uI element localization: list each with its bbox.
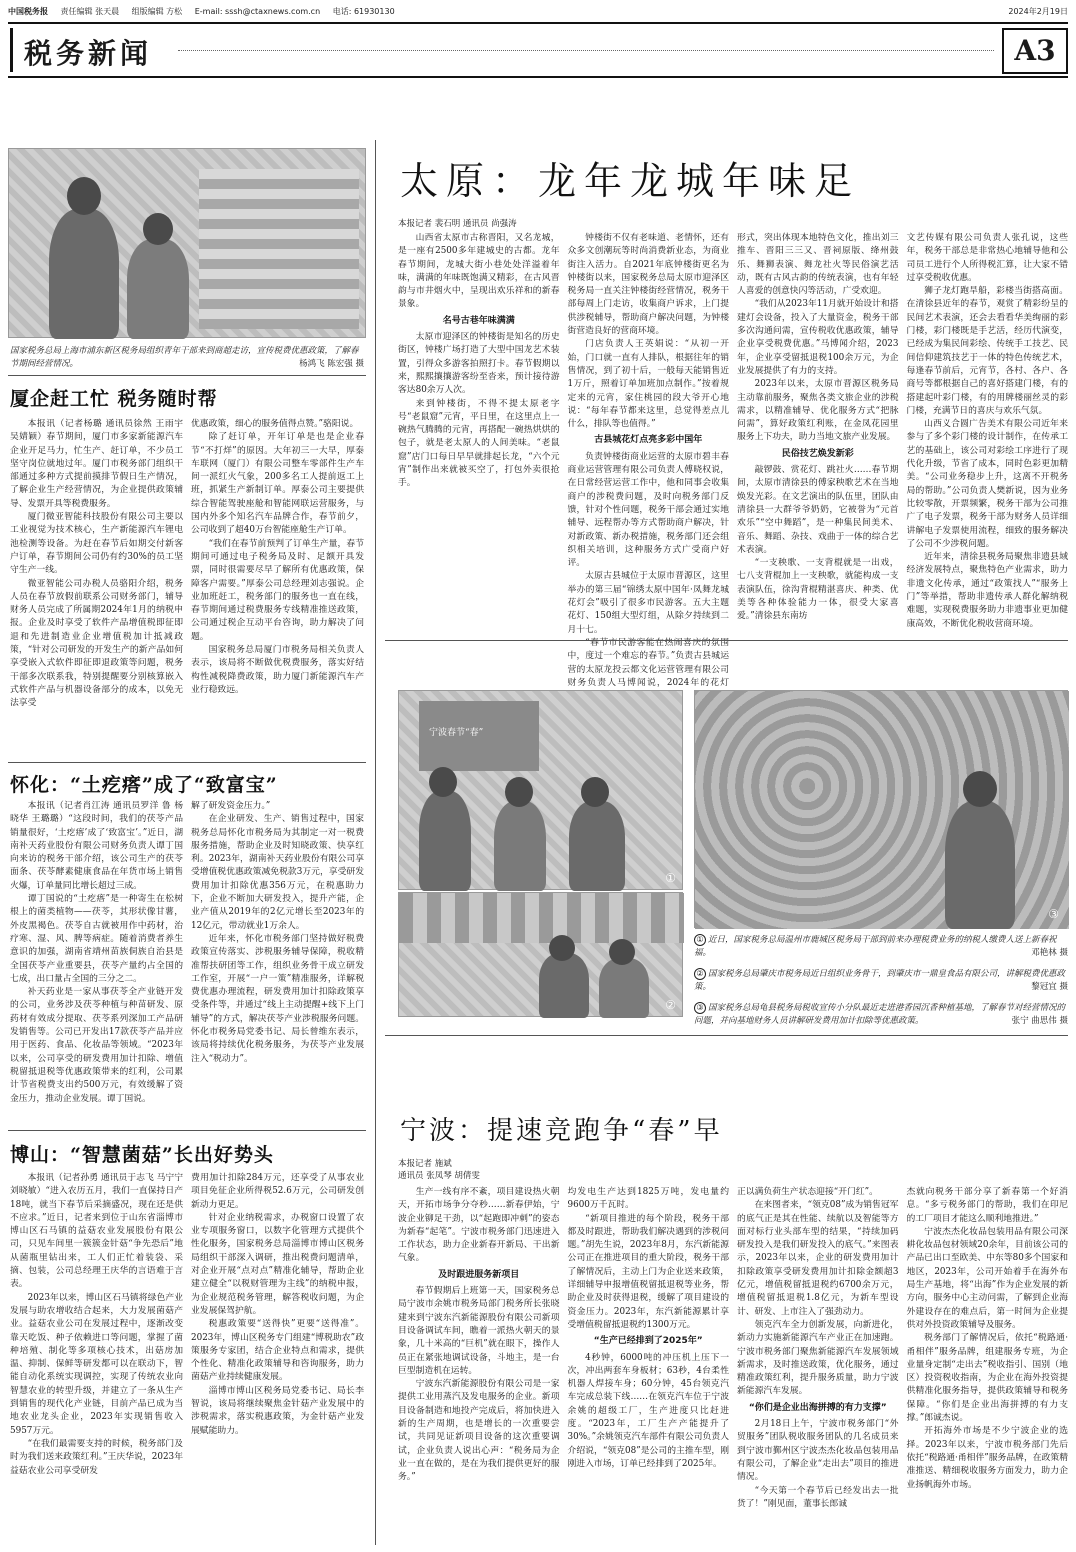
- huaihua-col-2: 解了研发资金压力。” 在企业研发、生产、销售过程中，国家税务总局怀化市税务局为其制定一对一税费服务措施，帮助企业及时知晓政策、快享红利。2023年，湖南补天药业股份有限公司享受增值税优惠政策减免税款3万元，享受研发费用加计扣除优惠356万元，在税惠助力下，企业不断加大研发投入，提升产能，企业产值从2019年的2亿元增长至2023年的12亿元，带动就业1万余人。 近年来，怀化市税务部门坚持做好税费政策宣传落实、涉税服务辅导保障，税收精准帮扶研团等工作，组织业务骨干成立研发工作室，开展“一户一策”精准服务，详解税费优惠办理流程，研发费用加计扣除政策享受条件等，并通过“线上主动提醒+线下上门辅导”的方式，解决茯苓产业涉税服务问题。怀化市税务局党委书记、局长曾维东表示，该局将持续优化税务服务，为茯苓产业发展注入“税动力”。: [191, 801, 364, 1064]
- ningbo-quote-2: “你们是企业出海拼搏的有力支撑”: [748, 1402, 887, 1413]
- boshan-col-1: 本报讯（记者孙勇 通讯员于志飞 马宁宁 刘晓敏）“进入农历五月，我们一直保持日产18吨，就当下春节后采摘盛况，现在还是供不应求。”近日，记者来到位于山东省淄博市博山区石马镇的益菇农业发展股份有限公司，只见车间里一簇簇金针菇“争先恐后”地从菌瓶里钻出来，工人们正忙着装袋、采摘、包装，公司总经理王庆华的言语难于言表。 2023年以来，博山区石马镇将绿色产业发展与助农增收结合起来，大力发展菌菇产业。益菇农业公司在发展过程中，逐渐改变靠天吃饭、种子依赖进口等问题，掌握了菌种培殖、制化等多项核心技术，出菇房加温、抑制、保鲜等研发都可以在联动下，智能自动化系统实现调控，实现了传统农业向智慧农业的转型升级，并建立了一条从生产到销售的现代化产业链，目前产品已成为当地农业龙头企业，2023年实现销售收入5957万元。 “在我们最需要支持的时候，税务部门及时为我们送来政策红利。”王庆华说，2023年益菇农业公司享受研发: [10, 1173, 183, 1476]
- divider: [385, 640, 1068, 641]
- taiyuan-col-1: 山西省太原市古称晋阳，又名龙城，是一座有2500多年建城史的古都。龙年春节期间，龙城大街小巷处处洋溢着年味，满满的年味既饱满又精彩，在古风晋韵与市井烟火中，呈现出欢乐祥和的新春景象。 名号古巷年味满满 太原市迎泽区的钟楼街是知名的历史街区，钟楼广场打造了大型中国龙艺术装置，引得众多游客拍照打卡。春节假期以来，熙熙攘攘游客纷至沓来，预计接待游客达80余万人次。 来到钟楼街，不得不提太原老字号“老鼠窟”元宵，平日里，在这里点上一碗热气腾腾的元宵，再搭配一碗热烘烘的包子，就是老太原人的人间美味。“老鼠窟”店门口每日早早就排起长龙，“六个元宵”制作出来就被买空了，打包外卖很抢手。: [398, 233, 560, 489]
- mid-caption-1: ① 近日，国家税务总局温州市鹿城区税务局干部到前来办理税费业务的纳税人缴费人送上新春祝福。 邓艳林 摄: [694, 935, 1068, 958]
- taiyuan-headline: 太原：龙年龙城年味足: [400, 159, 861, 203]
- top-info-bar: [8, 4, 1068, 18]
- ningbo-col-3: 正以满负荷生产状态迎接“开门红”。 在来图者来，“领克08”成为销售冠军的底气正是其在性能、续航以及智能等方面对标行业头部车型的结果，“持续加码研发投入是我们研发投入的底气。”来图表示，2023年以来，企业的研发费用加计扣除政策享受研发费用加计扣除金额超3亿元，增值税留抵退税约6700余万元，增值税留抵退税1.8亿元，为新车型设计、研发、上市注入了强劲动力。 领克汽车全力创新发展，向新进化，新动力实施新能源汽车产业正在加速跑。宁波市税务部门聚焦新能源汽车发展领域新需求，及时推送政策，优化服务，通过精准政策红利，提升服务质量，助力宁波新能源汽车发展。 “你们是企业出海拼搏的有力支撑” 2月18日上午，宁波市税务部门“外贸服务”团队税收服务团队的几名成员来到宁波市鄞州区宁波杰杰化妆品包装用品有限公司，了解企业“走出去”项目的推进情况。 “今天第一个春节后已经发出去一批货了！”刚见面，董事长郎诚: [737, 1187, 899, 1509]
- photo-3-number: ③: [1048, 907, 1059, 921]
- agarwood-photo: [694, 690, 1068, 928]
- huaihua-col-1: 本报讯（记者肖江涛 通讯员罗洋 鲁 杨晓华 王璐璐）“这段时间，我们的茯苓产品销量很好，‘土疙瘩’成了‘致富宝’。”近日，湖南补天药业股份有限公司财务负责人谭丁国向来访的税务干部介绍，该公司生产的茯苓面条、茯苓酵素健康食品在年货市场上销售火爆，订单量同比增长超过三成。 谭丁国说的“土疙瘩”是一种寄生在松树根上的菌类植物——茯苓，其形状像甘薯，外皮黑褐色。茯苓自古就被用作中药材，治疗寒、湿、风、脾等病症。随着消费者养生意识的加强，湖南省靖州苗族侗族自治县是全国茯苓产业重要县，茯苓产量约占全国的七成，出口量占全国的三分之二。 补天药业是一家从事茯苓全产业链开发的公司，业务涉及茯苓种植与种苗研发、原药材有效成分提取、茯苓系列深加工产品研发销售等。公司已开发出17款茯苓产品并应用于医药、食品、化妆品等领域。“2023年以来，公司享受的研发费用加计扣除、增值税留抵退税等优惠政策带来的红利，公司累计节省税费支出约500万元，有效缓解了资金压力，推动企业发展。谭丁国说。: [10, 801, 183, 1104]
- mid-caption-3: ③ 国家税务总局龟县税务局税收宣传小分队最近走进港香园沉香种植基地，了解春节对经营情况的问题，并向基地财务人员讲解研发费用加计扣除等优惠政策。 张宁 曲思伟 摄: [694, 1003, 1068, 1026]
- taiyuan-subhead-1: 名号古巷年味满满: [442, 315, 515, 326]
- paper-name: 中国税务报: [8, 7, 48, 16]
- ningbo-quote-1: “生产已经排到了2025年”: [593, 1336, 703, 1347]
- xiamen-col-2: 优惠政策，细心的服务值得点赞。”骆阳说。 除了赶订单，开年订单是也是企业春节“不打烊”的原因。大年初三一大早，厚泰车联网（厦门）有限公司整车零部件生产车间一派红火气象，200多名工人提前返工上班，抓紧生产新制订单。厚泰公司主要提供综合智能驾驶座舱和智能网联运营服务，与国内外多个知名汽车品牌合作，春节前夕，公司收到了超40万台智能座舱生产订单。 “我们在春节前预判了订单生产量，春节期间可通过电子税务局及时、足额开具发票，同时很需要尽早了解所有优惠政策，保障客户需要。”厚泰公司总经理刘志强说。企业加班赶工，税务部门的服务也一直在线，春节期间通过税费服务专线精准推送政策，公司通过税企互动平台咨询，助力解决了问题。 国家税务总局厦门市税务局相关负责人表示，该局将不断做优税费服务，落实好结构性减税降费政策，助力厦门新能源汽车产业行稳致远。: [191, 419, 364, 695]
- wenzhou-photo: [398, 690, 683, 890]
- xiamen-headline: 厦企赶工忙 税务随时帮: [10, 388, 218, 410]
- shanghai-photo-caption: 国家税务总局上海市浦东新区税务局组织青年干部来到商超走访，宣传税费优惠政策，了解春节期间经营情况。 杨鸿飞 陈宏强 摄: [10, 346, 364, 369]
- chief-editor: 责任编辑 张天晨: [60, 7, 120, 16]
- taiyuan-col-3: 形式，突出体现本地特色文化，推出刘三推车、晋阳三三又、晋祠原版、绛州鼓乐、舞狮表演、舞龙社火等民俗演艺活动，既有古风古韵的传统表演，也有年轻人喜爱的创意快闪等活动，广受欢迎。 “我们从2023年11月就开始设计和搭建灯会设备，投入了大量资金，税务干部多次沟通问需，宣传税收优惠政策，辅导企业享受税费优惠。”马博闻介绍，2023年，企业享受留抵退税100余万元，为企业发展提供了有力的支持。 2023年以来，太原市晋源区税务局主动靠前服务，聚焦各类文旅企业的涉税需求，以精准辅导、优化服务方式“把脉问需”，算好政策红利账，在金凤花园里服务上下功夫，助力当地文旅产业发展。 民俗技艺焕发新彩 敲锣鼓、赏花灯、跳社火……春节期间，太原市清徐县的傅家秧歌艺术在当地焕发光彩。在文艺演出的队伍里，团队由清徐县一大群爷爷奶奶，它被誉为“元首欢乐”“空中舞蹈”，是一种集民间美术、音乐、舞蹈、杂技、戏曲于一体的综合艺术表演。 “一支秧歌、一支背棍就是一出戏，七八支背棍加上一支秧歌，就能构成一支表演队伍，徐沟背棍精湛喜庆、种类、优美等各种体验能力一体，很受大家喜爱。”清徐县东南坊: [737, 233, 899, 622]
- shanghai-photo-credit: 杨鸿飞 陈宏强 摄: [299, 359, 364, 369]
- boshan-headline: 博山：“智慧菌菇”长出好势头: [10, 1144, 274, 1166]
- layout-editor: 组版编辑 方松: [131, 7, 183, 16]
- ningbo-article: [398, 1186, 1068, 1544]
- divider: [385, 1035, 1068, 1036]
- issue-date: 2024年2月19日: [1008, 7, 1068, 16]
- ningbo-headline: 宁波：提速竞跑争“春”早: [400, 1116, 723, 1146]
- divider: [8, 762, 366, 763]
- taiyuan-subhead-2: 古县城花灯点亮多彩中国年: [594, 435, 703, 446]
- phone: 电话: 61930130: [332, 7, 395, 16]
- ningbo-col-2: 均发电生产达到1825万吨，发电量约9600万千瓦时。 “新项目推进的每个阶段，税务干部都及时跟进，帮助我们解决遇到的涉税问题。”胡先生说，2023年8月，东汽新能源公司正在推进项目的重大阶段，税务干部了解情况后，主动上门为企业送来政策，详细辅导申报增值税留抵退税等业务，帮助企业及时获得退税，缓解了项目建设的资金压力。2023年，东汽新能源累计享受增值税留抵退税约1300万元。 “生产已经排到了2025年” 4秒钟，6000吨的冲压机上压下一次，冲出两套车身板材；63秒，4台柔性机器人焊接车身；60分钟，45台领克汽车完成总装下线……在领克汽车位于宁波余姚的超级工厂，生产进度只比赶进度。“2023年，工厂生产产能提升了30%。”余姚领克汽车部件有限公司负责人介绍说，“领克08”是公司的主推车型，刚刚进入市场，订单已经排到了2025年。: [567, 1187, 729, 1469]
- taiyuan-byline: 本报记者 裴石明 通讯员 尚强涛: [398, 219, 517, 229]
- divider: [8, 375, 366, 376]
- taiyuan-col-2: 钟楼街不仅有老味道、老情怀，还有众多文创潮玩等时尚消费新业态，为商业街注入活力。自2021年底钟楼街更名为钟楼街以来，国家税务总局太原市迎泽区税务局一直关注钟楼街经营情况，税务干部每周上门走访，收集商户诉求，上门提供涉税辅导，帮助商户解决问题，为钟楼街营造良好的营商环境。 门店负责人王英娟说：“从初一开始，门口就一直有人排队，根据往年的销售情况，到了初十后，一般每天能销售近1万斤，照着订单加班加点制作。”按着规定来的元宵，家住桃园的段大爷开心地说：“每年春节都来这里，总觉得差点儿什么，排队等也值得。” 古县城花灯点亮多彩中国年 负责钟楼街商业运营的太原市碧丰春商业运营管理有限公司负责人傅晓权说，在日常经营运营工作中，他和同事会收集商户的涉税费问题，及时向税务部门反馈，针对个性问题，税务干部会通过实地辅导、远程帮办等方式帮助商户解决，针对新政策、新办税措施，税务部门还会组织相关培训，这种服务方式广受商户好评。 太原古县城位于太原市晋源区，这里举办的第三届“锦绣太原中国年·凤舞龙城花灯会”吸引了很多市民游客。五大主题花灯、150组大型灯组，从除夕持续到二月十七。 “春节市民游客能在热闹喜庆的氛围中，度过一个难忘的春节。”负责古县城运营的太原龙投云都文化运营管理有限公司财务负责人马博闻说，2024年的花灯: [567, 233, 729, 688]
- boshan-col-2: 费用加计扣除284万元，还享受了从事农业项目免征企业所得税52.6万元，公司研发创新动力更足。 针对企业纳税需求，办税窗口设置了农业专项服务窗口，以数字化管理方式提供个性化服务，国家税务总局淄博市博山区税务局组织干部深入调研，推出税费问题清单，对企业开展“点对点”精准化辅导，帮助企业建立健全“以税财管理为主线”的纳税申报，为企业规范税务管理，解答税收问题，为企业发展保驾护航。 税惠政策要“送得快”更要“送得准”。2023年，博山区税务专门组建“博税助农”政策服务专家团，结合企业特点和需求，提供个性化、精准化政策辅导和咨询服务，助力菌菇产业持续健康发展。 淄博市博山区税务局党委书记、局长李智说，该局将继续聚焦金针菇产业发展中的涉税需求，落实税惠政策，为金针菇产业发展赋能助力。: [191, 1173, 364, 1436]
- email: E-mail: sssh@ctaxnews.com.cn: [194, 7, 321, 16]
- taiyuan-col-4: 文艺传媒有限公司负责人张孔说，这些年，税务干部总是非常热心地辅导他和公司员工进行个人所得税汇算，让大家不错过享受税收优惠。 狮子龙灯跑旱船，彩楼当街搭高面。在清徐县近年的春节，观赏了精彩纷呈的民间艺术表演，还会去看看华美绚丽的彩门楼，彩门楼既是手艺活，经历代演变，已经成为集民间彩绘、传统手工技艺、民间信仰建筑技艺于一体的特色传统艺术，每逢春节前后，元宵节，各村、各户、各商号等都根据自己的喜好搭建门楼，有的搭建起叶彩门楼，有的用牌楼丽丝灵的彩门楼，充满节日的喜庆与欢乐气氛。 山西义合圆广告美术有限公司近年来参与了多个彩门楼的设计制作，在传承工艺的基础上，该公司对彩绘工序进行了现代化升级，节省了成本，同时色彩更加精美。“公司业务稳步上升，这离不开税务局的帮助。”公司负责人樊新说，因为业务比较零散，开票频繁，税务干部为公司推广了电子发票，税务干部为财务人员详细讲解电子发票使用流程，细致的服务解决了公司不少涉税问题。 近年来，清徐县税务局聚焦非遗县域经济发展特点，聚焦特色产业需求，助力非遗文化传承，通过“政策找人”“服务上门”等举措，帮助非遗传承人群化解纳税难题，实现税费服务助力非遗事业更加健康高效，不断优化税收营商环境。: [906, 233, 1068, 629]
- huaihua-headline: 怀化：“土疙瘩”成了“致富宝”: [10, 774, 278, 796]
- huaihua-article: [10, 800, 364, 1120]
- xiamen-article: [10, 418, 364, 758]
- zhaoqing-photo: [398, 892, 683, 1017]
- photo-2-number: ②: [665, 998, 676, 1012]
- ningbo-col-4: 杰就向税务干部分享了新春第一个好消息。“多亏税务部门的帮助，我们在印尼的工厂项目才能这么顺利地推进。” 宁波杰杰化妆品包装用品有限公司深耕化妆品包材领域20余年，目前该公司的产品已出口至欧美、中东等80多个国家和地区，2023年，公司开始着手在海外布局生产基地，将“出海”作为企业发展的新方向，服务中心主动问需，了解到企业海外建设存在的难点后，第一时间为企业提供对外投资政策辅导及服务。 税务部门了解情况后，依托“税路通·甬相伴”服务品牌，组建服务专班，为企业量身定制“走出去”税收指引、国别（地区）投资税收指南，为企业在海外投资提供精准化服务指导，提供政策辅导和税务保障。“你们是企业出海拼搏的有力支撑。”郎诚杰说。 开拓海外市场是不少宁波企业的选择。2023年以来，宁波市税务部门先后依托“税路通·甬相伴”服务品牌，在政策精准推送、精细税收服务方面发力，助力企业扬帆海外市场。: [906, 1187, 1068, 1490]
- masthead-ornament: [10, 28, 22, 72]
- shanghai-photo: [8, 148, 366, 338]
- page-number: A3: [1002, 28, 1068, 74]
- photo-banner: 宁波春节“春”: [429, 728, 484, 738]
- divider: [8, 1130, 366, 1131]
- boshan-article: [10, 1172, 364, 1544]
- masthead: [8, 22, 1068, 78]
- mid-caption-2: ② 国家税务总局肇庆市税务局近日组织业务骨干，到肇庆市一鼎皇食品有限公司，讲解税费优惠政策。 黎冠宜 摄: [694, 969, 1068, 992]
- photo-1-number: ①: [665, 871, 676, 885]
- xiamen-col-1: 本报讯（记者杨璐 通讯员徐然 王雨宇 吴婧颖）春节期间，厦门市多家新能源汽车企业开足马力，忙生产、赶订单，不少员工坚守岗位就地过年。厦门市税务部门组织干部通过多种方式提前摸排节假日生产情况，了解企业生产经营情况，为企业提供政策辅导、发票开具等税费服务。 厦门微亚智能科技股份有限公司主要以工业视觉为技术核心，生产新能源汽车锂电池检测等设备。为赶在春节后如期交付新客户订单，春节期间公司仍有约30%的员工坚守生产一线。 微亚智能公司办税人员骆阳介绍，税务人员在春节放假前联系公司财务部门，辅导财务人员完成了所属期2024年1月的纳税申报。企业及时享受了软件产品增值税即征即退和先进制造业企业增值税加计抵减政策，“针对公司研发的开发生产的新产品如何享受嵌入式软件即征即退政策等问题，税务干部多次联系我，特别提醒要分别核算嵌入式软件产品与机器设备部分的成本，以免无法享受: [10, 419, 183, 709]
- taiyuan-article: [398, 232, 1068, 688]
- ningbo-col-1: 生产一线有序不紊，项目建设热火朝天，开拓市场争分夺秒……新春伊始，宁波企业铆足干劲，以“起跑即冲刺”的姿态为新春“起笔”。宁波市税务部门迅速进入工作状态，助力企业新春开新局、干出新气象。 及时跟进服务新项目 春节假期后上班第一天，国家税务总局宁波市余姚市税务局部门税务所长张晓建来到宁波东汽新能源股份有限公司新项目设备调试车间，瞧着一派热火朝天的景象，几十米高的“巨机”就在眼下，操作人员正在紧张地调试设备，斗地主，是一台巨型制造机在运转。 宁波东汽新能源股份有限公司是一家提供工业用蒸汽及发电服务的企业。新项目设备制造和地投产完成后，将加快进入新的生产周期，也是增长的一次重要尝试，共同见证新项目设备的这次重要调试，企业负责人说出心声：“税务局为企业一直在做的，是在为我们提供更好的服务。”: [398, 1187, 560, 1483]
- ningbo-byline-1: 本报记者 施斌: [398, 1159, 452, 1169]
- ningbo-subhead-1: 及时跟进服务新项目: [438, 1269, 520, 1280]
- ningbo-byline-2: 通讯员 张凤琴 胡倩雯: [398, 1171, 480, 1181]
- column-divider: [375, 140, 376, 1545]
- taiyuan-subhead-3: 民俗技艺焕发新彩: [781, 448, 854, 459]
- section-title: 税务新闻: [24, 37, 153, 70]
- masthead-rule: [178, 50, 994, 51]
